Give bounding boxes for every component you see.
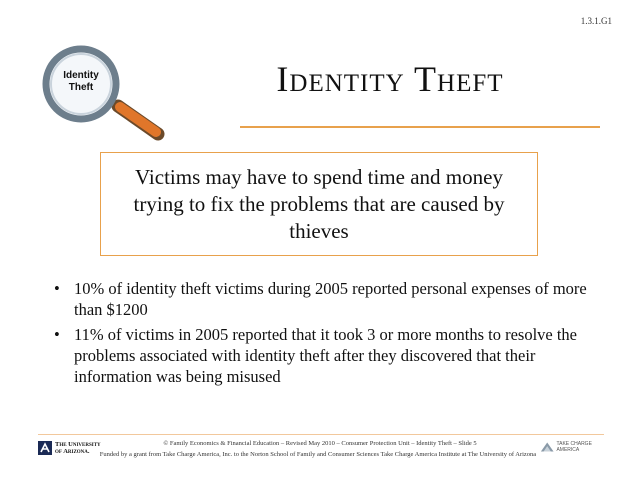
bullet-item	[52, 278, 612, 320]
magnifier-label-line1: Identity	[63, 70, 99, 81]
magnifying-glass-icon	[40, 44, 170, 144]
callout-text: Victims may have to spend time and money trying to fix the problems that are caused by thieves	[133, 164, 505, 243]
footer-copyright: © Family Economics & Financial Education – Revised May 2010 – Consumer Protection Unit – Identity Theft – Slide 5	[163, 440, 477, 447]
bullet-list	[52, 278, 612, 391]
title-underline	[240, 126, 600, 128]
tca-mark-icon	[540, 440, 554, 454]
magnifier-label-line2: Theft	[68, 82, 94, 93]
bullet-text: 10% of identity theft victims during 2005 reported personal expenses of more than $1200	[74, 279, 587, 319]
magnifier-label	[52, 70, 110, 94]
bullet-dot: •	[54, 325, 60, 344]
slide-code: 1.3.1.G1	[580, 16, 612, 26]
university-logo-line2: of Arizona.	[55, 448, 90, 455]
slide-title: Identity Theft	[276, 59, 504, 99]
university-a-icon	[38, 441, 52, 455]
university-logo-line1: The University	[55, 441, 101, 448]
tca-logo-text: TAKE CHARGE AMERICA	[556, 441, 592, 453]
footer-funding: Funded by a grant from Take Charge America, Inc. to the Norton School of Family and Consumer Sciences Take Charge America Institute at The University of Arizona	[99, 451, 537, 458]
footer-divider	[38, 434, 604, 435]
bullet-item	[52, 324, 612, 387]
callout-box	[100, 152, 538, 256]
take-charge-america-logo	[540, 438, 610, 456]
bullet-dot: •	[54, 279, 60, 298]
bullet-text: 11% of victims in 2005 reported that it took 3 or more months to resolve the problems associated with identity theft after they discovered that their information was being misused	[74, 325, 578, 386]
